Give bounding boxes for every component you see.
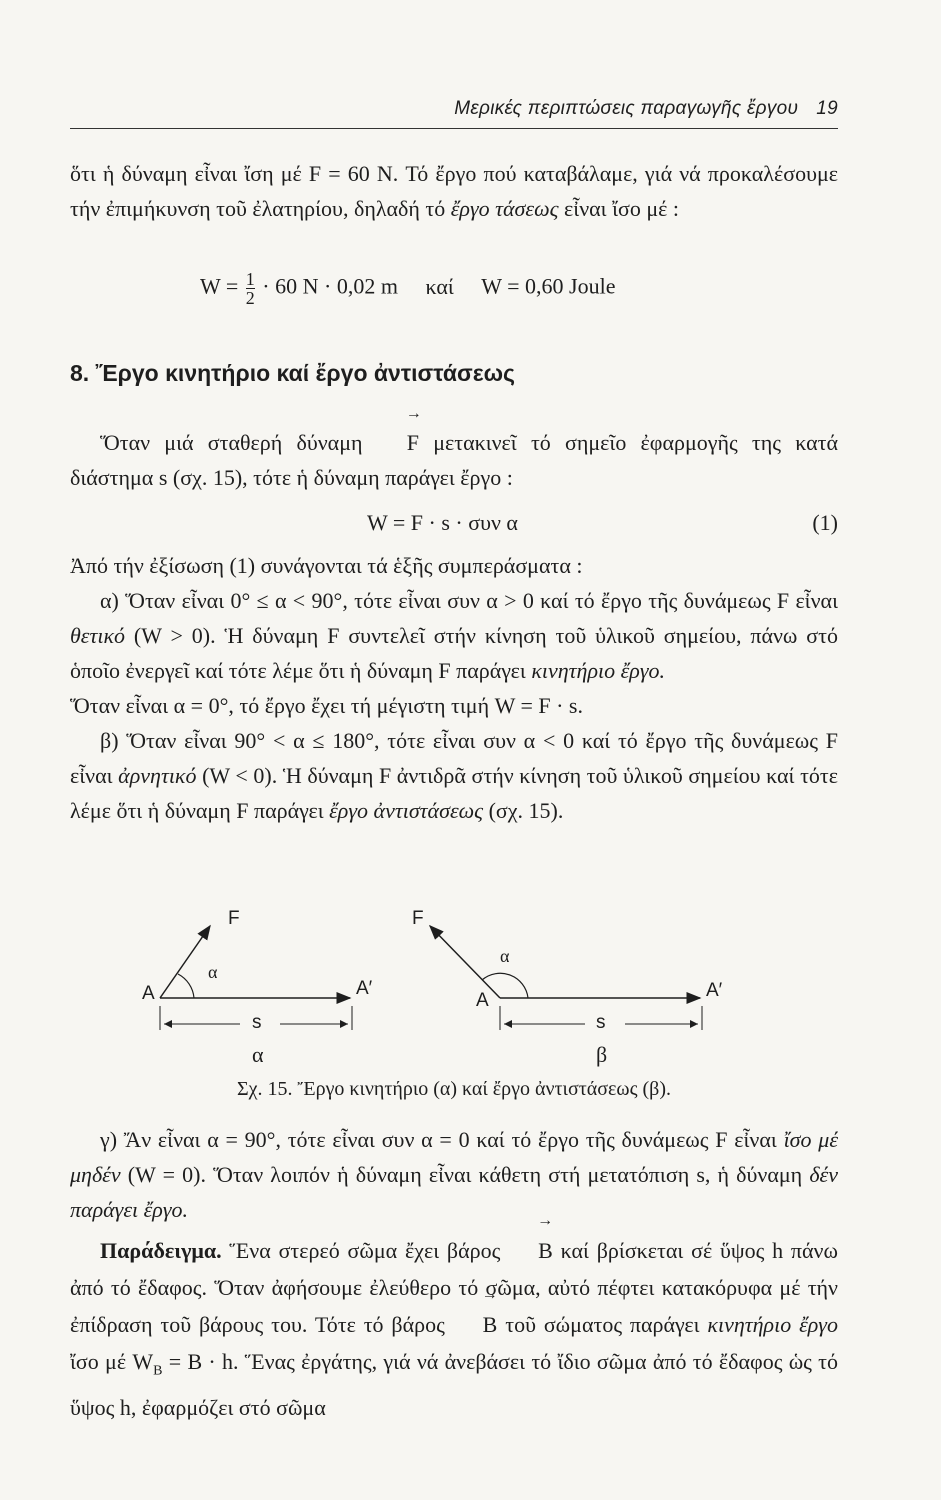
vector-b-2: → B bbox=[453, 1306, 498, 1343]
example-paragraph: Παράδειγμα. Ἕνα στερεό σῶμα ἔχει βάρος → B καί βρίσκεται σέ ὕψος h πάνω ἀπό τό ἔδαφος. Ὅταν ἀφήσουμε ἐλεύθερο τό σῶμα, αὐτό πέφτει κατακόρυφα μέ τήν ἐπίδραση τοῦ βάρους του. Τότε τό βάρος → B τοῦ σώματος παράγει κινητήριο ἔργο ἴσο μέ $W_B = B \cdot h$. Ἕνας ἐργάτης, γιά νά ἀνεβάσει τό ἴδιο σῶμα ἀπό τό ἔδαφος ὡς τό ὕψος h, ἐφαρμόζει στό σῶμα bbox=[70, 1232, 838, 1426]
paragraph-force: Ὅταν μιά σταθερή δύναμη → F μετακινεῖ τό σημεῖο ἐφαρμογῆς της κατά διάστημα s (σχ. 15), τότε ἡ δύναμη παράγει ἔργο : bbox=[70, 425, 838, 495]
label-end-left: A′ bbox=[356, 978, 373, 999]
label-start-right: A bbox=[476, 990, 489, 1011]
vector-b-1: → B bbox=[508, 1232, 553, 1269]
label-tag-left: α bbox=[252, 1042, 264, 1067]
running-header bbox=[70, 98, 838, 120]
figure-caption: Σχ. 15. Ἔργο κινητήριο (α) καί ἔργο ἀντιστάσεως (β). bbox=[236, 1078, 671, 1100]
intro-italic: ἔργο τάσεως bbox=[450, 196, 559, 221]
intro-paragraph: ὅτι ἡ δύναμη εἶναι ἴση μέ F = 60 N. Τό ἔργο πού καταβάλαμε, γιά νά προκαλέσουμε τήν ἐπιμήκυνση τοῦ ἐλατηρίου, δηλαδή τό ἔργο τάσεως εἶναι ἴσο μέ : bbox=[70, 161, 838, 221]
example-block bbox=[70, 1232, 838, 1426]
label-end-right: A′ bbox=[706, 980, 723, 1001]
page-number: 19 bbox=[816, 98, 838, 119]
angle-arc-left bbox=[178, 974, 194, 998]
label-disp-left: s bbox=[252, 1012, 262, 1033]
label-angle-left: α bbox=[208, 962, 218, 982]
label-force-left: F bbox=[228, 908, 240, 929]
figure-15-diagram bbox=[130, 908, 770, 1078]
figure-right bbox=[430, 926, 702, 1030]
case-c: γ) Ἄν εἶναι α = 90°, τότε εἶναι συν α = 0 καί τό ἔργο τῆς δυνάμεως F εἶναι ἴσο μέ μηδέν (W = 0). Ὅταν λοιπόν ἡ δύναμη εἶναι κάθετη στή μετατόπιση s, ἡ δύναμη δέν παράγει ἔργο. bbox=[70, 1127, 838, 1222]
vector-f: → F bbox=[377, 425, 419, 460]
label-start-left: A bbox=[142, 983, 155, 1004]
equation-work: W = F · s · συν α bbox=[367, 510, 518, 535]
case-a: α) Ὅταν εἶναι 0° ≤ α < 90°, τότε εἶναι συν α > 0 καί τό ἔργο τῆς δυνάμεως F εἶναι θετικό (W > 0). Ἡ δύναμη F συντελεῖ στήν κίνηση τοῦ ὑλικοῦ σημείου, πάνω στό ὁποῖο ἐνεργεῖ καί τότε λέμε ὅτι ἡ δύναμη F παράγει κινητήριο ἔργο. bbox=[70, 588, 838, 683]
case-a-extra: Ὅταν εἶναι α = 0°, τό ἔργο ἔχει τή μέγιστη τιμή W = F · s. bbox=[70, 693, 583, 718]
case-b: β) Ὅταν εἶναι 90° < α ≤ 180°, τότε εἶναι συν α < 0 καί τό ἔργο τῆς δυνάμεως F εἶναι ἀρνητικό (W < 0). Ἡ δύναμη F ἀντιδρᾶ στήν κίνηση τοῦ ὑλικοῦ σημείου καί τότε λέμε ὅτι ἡ δύναμη F παράγει ἔργο ἀντιστάσεως (σχ. 15). bbox=[70, 728, 838, 823]
force-arrow-right bbox=[430, 926, 500, 998]
figure-15 bbox=[130, 908, 770, 1083]
section-heading: 8. Ἔργο κινητήριο καί ἔργο ἀντιστάσεως bbox=[70, 360, 516, 386]
fraction-half: $\frac{1}{2}$ bbox=[245, 269, 255, 308]
header-title: Μερικές περιπτώσεις παραγωγῆς ἔργου bbox=[454, 98, 799, 119]
force-arrow-left bbox=[160, 926, 210, 998]
header-rule bbox=[70, 128, 838, 129]
equation-spring-work: W = $\frac{1}{2}$ · 60 N · 0,02 m καί W = 0,60 Joule bbox=[200, 269, 616, 308]
equation-number: (1) bbox=[812, 510, 838, 535]
conclusions-block bbox=[70, 548, 838, 828]
label-tag-right: β bbox=[596, 1042, 608, 1067]
conclusions-intro: Ἀπό τήν ἐξίσωση (1) συνάγονται τά ἑξῆς συμπεράσματα : bbox=[70, 553, 583, 578]
label-angle-right: α bbox=[500, 946, 510, 966]
label-disp-right: s bbox=[596, 1012, 606, 1033]
case-c-block bbox=[70, 1122, 838, 1227]
label-force-right: F bbox=[412, 908, 424, 929]
example-label: Παράδειγμα. bbox=[100, 1238, 222, 1263]
